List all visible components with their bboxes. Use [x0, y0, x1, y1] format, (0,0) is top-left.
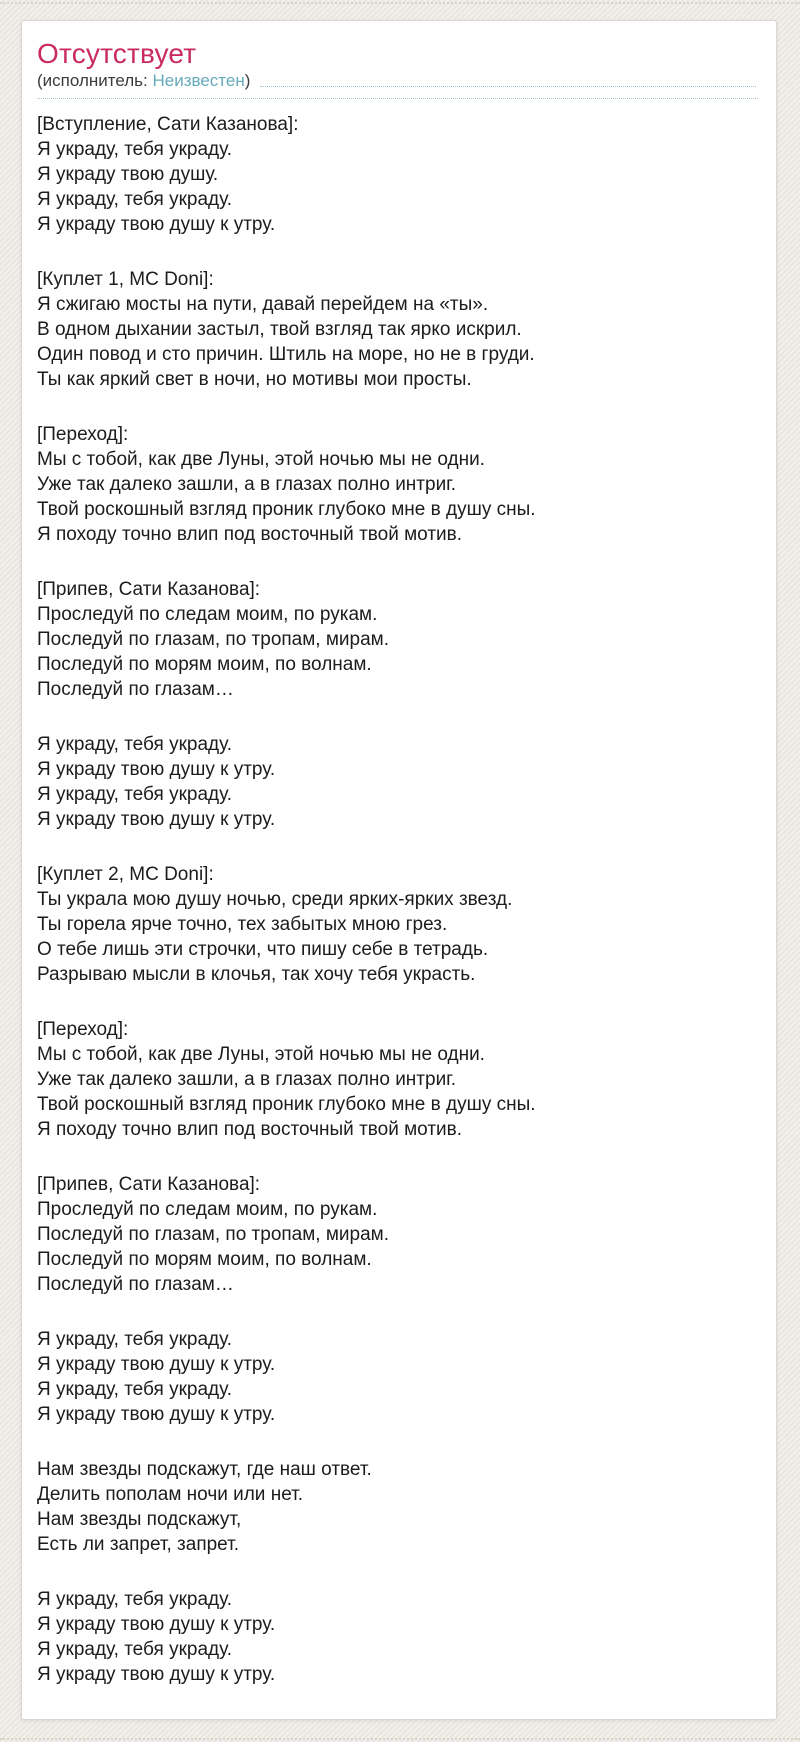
lyric-line: Проследуй по следам моим, по рукам.: [37, 1199, 378, 1220]
lyric-line: В одном дыхании застыл, твой взгляд так ярко искрил.: [37, 319, 522, 340]
lyric-line: [Переход]:: [37, 1019, 129, 1040]
song-title: Отсутствует: [37, 38, 197, 69]
lyric-line: Я украду, тебя украду.: [37, 734, 232, 755]
lyric-line: Один повод и сто причин. Штиль на море, но не в груди.: [37, 344, 535, 365]
lyrics-block: [37, 1457, 758, 1557]
lyric-line: [Припев, Сати Казанова]:: [37, 579, 261, 600]
lyric-line: Я походу точно влип под восточный твой мотив.: [37, 1119, 463, 1140]
lyric-line: [Куплет 2, MC Doni]:: [37, 864, 214, 885]
lyric-line: Я украду твою душу к утру.: [37, 759, 276, 780]
lyrics-card: [21, 20, 777, 1720]
lyric-line: Я украду твою душу к утру.: [37, 1354, 276, 1375]
lyrics-block: [37, 422, 758, 547]
lyric-line: Я украду, тебя украду.: [37, 189, 232, 210]
lyric-line: Нам звезды подскажут,: [37, 1509, 242, 1530]
lyric-line: Я украду твою душу к утру.: [37, 809, 276, 830]
lyric-line: Я сжигаю мосты на пути, давай перейдем на «ты».: [37, 294, 489, 315]
lyric-line: Я украду твою душу к утру.: [37, 1404, 276, 1425]
lyric-line: Я украду твою душу к утру.: [37, 1614, 276, 1635]
lyrics-block: [37, 577, 758, 702]
lyric-line: Я украду, тебя украду.: [37, 1639, 232, 1660]
lyrics-text: [37, 112, 758, 1687]
lyric-line: Я украду твою душу.: [37, 164, 219, 185]
lyric-line: [Куплет 1, MC Doni]:: [37, 269, 214, 290]
lyrics-block: [37, 1017, 758, 1142]
lyric-line: Уже так далеко зашли, а в глазах полно интриг.: [37, 1069, 457, 1090]
lyric-line: [Припев, Сати Казанова]:: [37, 1174, 261, 1195]
lyric-line: Последуй по глазам…: [37, 1274, 234, 1295]
lyrics-block: [37, 1172, 758, 1297]
page-texture-bottom: [0, 1738, 800, 1740]
lyric-line: Твой роскошный взгляд проник глубоко мне в душу сны.: [37, 1094, 536, 1115]
lyric-line: О тебе лишь эти строчки, что пишу себе в тетрадь.: [37, 939, 489, 960]
lyric-line: Последуй по глазам, по тропам, мирам.: [37, 1224, 390, 1245]
lyrics-block: [37, 1327, 758, 1427]
lyric-line: Я украду, тебя украду.: [37, 784, 232, 805]
lyric-line: Есть ли запрет, запрет.: [37, 1534, 239, 1555]
lyric-line: Проследуй по следам моим, по рукам.: [37, 604, 378, 625]
artist-row: [37, 70, 758, 91]
dotted-divider: [37, 98, 758, 99]
lyric-line: Делить пополам ночи или нет.: [37, 1484, 303, 1505]
lyric-line: Последуй по морям моим, по волнам.: [37, 1249, 372, 1270]
lyric-line: Уже так далеко зашли, а в глазах полно интриг.: [37, 474, 457, 495]
lyric-line: Я украду, тебя украду.: [37, 139, 232, 160]
lyric-line: Последуй по глазам…: [37, 679, 234, 700]
lyrics-block: [37, 732, 758, 832]
page-texture-top: [0, 2, 800, 4]
lyric-line: Разрываю мысли в клочья, так хочу тебя украсть.: [37, 964, 476, 985]
lyrics-block: [37, 112, 758, 237]
artist-label: (исполнитель:: [37, 71, 153, 90]
lyric-line: [Переход]:: [37, 424, 129, 445]
lyrics-block: [37, 1587, 758, 1687]
lyrics-block: [37, 862, 758, 987]
lyric-line: Я украду, тебя украду.: [37, 1329, 232, 1350]
lyric-line: Я украду твою душу к утру.: [37, 1664, 276, 1685]
lyric-line: Я украду, тебя украду.: [37, 1589, 232, 1610]
dotted-separator-inline: [260, 86, 756, 87]
lyric-line: Ты горела ярче точно, тех забытых мною грез.: [37, 914, 448, 935]
lyric-line: Нам звезды подскажут, где наш ответ.: [37, 1459, 372, 1480]
lyric-line: Ты как яркий свет в ночи, но мотивы мои просты.: [37, 369, 472, 390]
lyric-line: Твой роскошный взгляд проник глубоко мне в душу сны.: [37, 499, 536, 520]
lyric-line: Я украду твою душу к утру.: [37, 214, 276, 235]
lyric-line: Последуй по глазам, по тропам, мирам.: [37, 629, 390, 650]
lyric-line: Ты украла мою душу ночью, среди ярких-ярких звезд.: [37, 889, 513, 910]
lyric-line: Последуй по морям моим, по волнам.: [37, 654, 372, 675]
lyric-line: Мы с тобой, как две Луны, этой ночью мы не одни.: [37, 449, 485, 470]
lyric-line: Я украду, тебя украду.: [37, 1379, 232, 1400]
lyric-line: [Вступление, Сати Казанова]:: [37, 114, 299, 135]
lyric-line: Мы с тобой, как две Луны, этой ночью мы не одни.: [37, 1044, 485, 1065]
artist-label-close: ): [244, 71, 251, 90]
lyrics-block: [37, 267, 758, 392]
artist-link[interactable]: Неизвестен: [152, 71, 245, 90]
lyric-line: Я походу точно влип под восточный твой мотив.: [37, 524, 463, 545]
